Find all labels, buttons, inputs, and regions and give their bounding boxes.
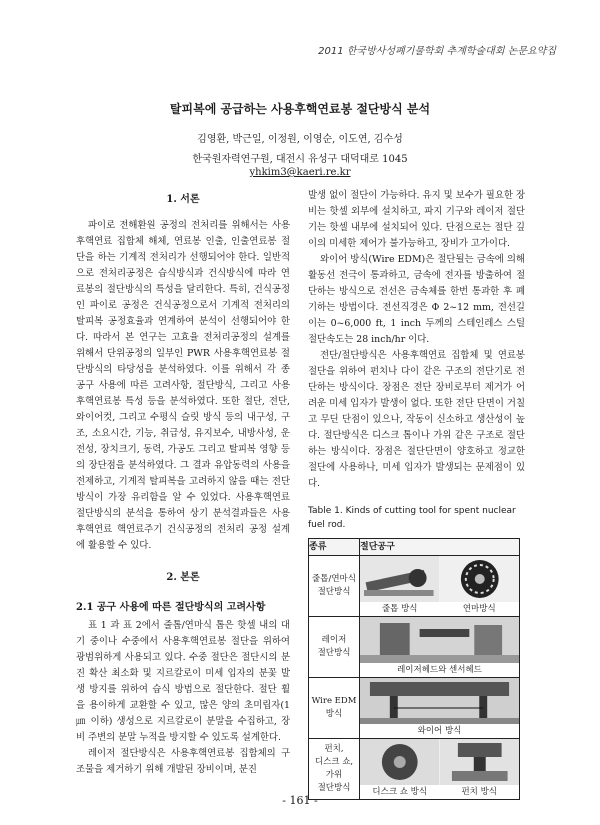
table-header-type: 종류 (309, 539, 360, 556)
table-row (309, 617, 520, 678)
row-name: 레이저 절단방식 (309, 617, 360, 678)
table-row (309, 556, 520, 617)
right-paragraph-3: 전단/절단방식은 사용후핵연료 집합체 및 연료봉 절단을 위하여 펀치나 다이 같은 구조의 전단기로 전단하는 방식이다. 장점은 전단 장비로부터 제거가 어려운 미세 입자가 발생이 없다. 또한 전단 단면이 거칠고 무딘 단점이 있으나, 작동이 신소하고 생산성이 높다. 절단방식은 디스크 톱이나 가위 같은 구조로 절단하는 방식이다. 장점은 절단단면이 양호하고 정교한 절단에 사용하나, 미세 입자가 발생되는 문제점이 있다. (308, 350, 526, 489)
left-column (76, 188, 290, 778)
section-title-body: 2. 본론 (166, 572, 200, 583)
row-name: 펀치, 디스크 쇼, 가위 절단방식 (309, 739, 360, 800)
table-caption: Table 1. Kinds of cutting tool for spent nuclear fuel rod. (308, 506, 516, 530)
right-paragraph-1: 발생 없이 절단이 가능하다. 유지 및 보수가 필요한 장비는 핫셀 외부에 설치하고, 파지 기구와 레이저 절단기는 핫셀 내부에 설치되어 있다. 단점으로는 절단 깊이의 미세한 제어가 불가능하고, 장비가 고가이다. (308, 190, 526, 249)
body-paragraph-1: 표 1 과 표 2에서 줄톱/연마식 톱은 핫셀 내의 대기 중이나 수중에서 사용후핵연료봉 절단을 위하여 광범위하게 사용되고 있다. 수중 절단은 절단시의 분진 확산 최소화 및 지르칼로이 미세 입자의 분꽃 발생 방지를 위하여 습식 방법으로 절단한다. 절단 휠을 용이하게 교환할 수 있고, 많은 양의 초미립자(1 ㎛ 이하) 생성으로 지르칼로이 분말을 수집하고, 장비 주변의 분말 누적을 방지할 수 있도록 설계한다. (76, 620, 290, 743)
paper-title: 탈피복에 공급하는 사용후핵연료봉 절단방식 분석 (169, 102, 431, 116)
section-title-intro: 1. 서론 (166, 194, 200, 205)
table-row (309, 678, 520, 739)
abrasive-photo (440, 556, 520, 602)
wire-edm-photo (360, 678, 519, 724)
laser-photo (360, 617, 519, 663)
authors: 김영환, 박근일, 이정원, 이영순, 이도연, 김수성 (197, 134, 403, 145)
body-paragraph-2: 레이저 절단방식은 사용후핵연료봉 집합체의 구조물을 제거하기 위해 개발된 장비이며, 분진 (76, 748, 290, 775)
tool-label: 줄톱 방식 (381, 604, 418, 614)
right-column (308, 188, 525, 800)
tool-label: 펀치 방식 (461, 787, 498, 797)
right-paragraph-2: 와이어 방식(Wire EDM)은 절단될는 금속에 의해 활동선 전극이 통과하고, 금속에 전자를 방출하여 절단하는 방식으로 전선은 금속체를 한번 통과한 후 폐기하는 방법이다. 전선직경은 Φ 2~12 mm, 전선길이는 0~6,000 ft, 1 inch 두께의 스테인레스 스틸 절단속도는 28 inch/hr 이다. (308, 254, 525, 345)
intro-paragraph: 파이로 전해환원 공정의 전처리를 위해서는 사용후핵연료 집합체 해체, 연료봉 인출, 인출연료봉 절단을 하는 기계적 전처리가 선행되어야 한다. 일반적으로 전처리공정은 습식방식과 건식방식에 따라 연료봉의 절단방식의 특성을 달리한다. 특히, 건식공정인 파이로 공정은 건식공정으로서 기계적 전처리의 탈피복 공정효율과 연계하여 분석이 선행되어야 한다. 따라서 본 연구는 고효율 전처리공정의 설계를 위해서 단위공정의 일부인 PWR 사용후핵연료봉 절단방식의 타당성을 분석하였다. 이를 위해서 각 종 공구 사용에 따른 고려사항, 절단방식, 그리고 사용후핵연료봉 특성 등을 분석하였다. 또한 절단, 전단, 와이어컷, 그리고 수평식 슬릿 방식 등의 내구성, 구조, 소요시간, 기능, 취급성, 유지보수, 내방사성, 운전성, 장치크기, 동력, 가공도 그리고 탈피복 영향 등의 장단점을 분석하였다. 그 결과 유압동력의 사용을 전제하고, 기계적 탈피복을 고려하지 않을 때는 전단방식이 가장 유리함을 알 수 있었다. 사용후핵연료 절단방식의 분석을 통하여 상기 분석결과들은 사용후핵연료 핵연료주기 건식공정의 전처리 공정 설계에 활용할 수 있다. (76, 220, 290, 551)
row-name: Wire EDM 방식 (309, 678, 360, 739)
table-header-tool: 절단공구 (360, 539, 520, 556)
subsection-title: 2.1 공구 사용에 따른 절단방식의 고려사항 (76, 602, 266, 613)
cutting-tool-table (308, 538, 520, 800)
disc-saw-photo (360, 739, 440, 785)
saw-photo (360, 556, 440, 602)
tool-label: 와이어 방식 (417, 726, 462, 736)
table-row (309, 739, 520, 800)
tool-label: 레이저헤드와 센서헤드 (397, 665, 482, 675)
email-link[interactable]: yhkim3@kaeri.re.kr (249, 167, 351, 178)
page-number: - 161 - (282, 794, 318, 807)
affiliation: 한국원자력연구원, 대전시 유성구 대덕대로 1045 (192, 154, 408, 165)
tool-label: 디스크 쇼 방식 (372, 787, 428, 797)
punch-photo (440, 739, 520, 785)
running-header: 2011 한국방사성폐기물학회 추계학술대회 논문요약집 (318, 46, 556, 57)
row-name: 줄톱/연마식 절단방식 (309, 556, 360, 617)
tool-label: 연마방식 (462, 604, 496, 614)
